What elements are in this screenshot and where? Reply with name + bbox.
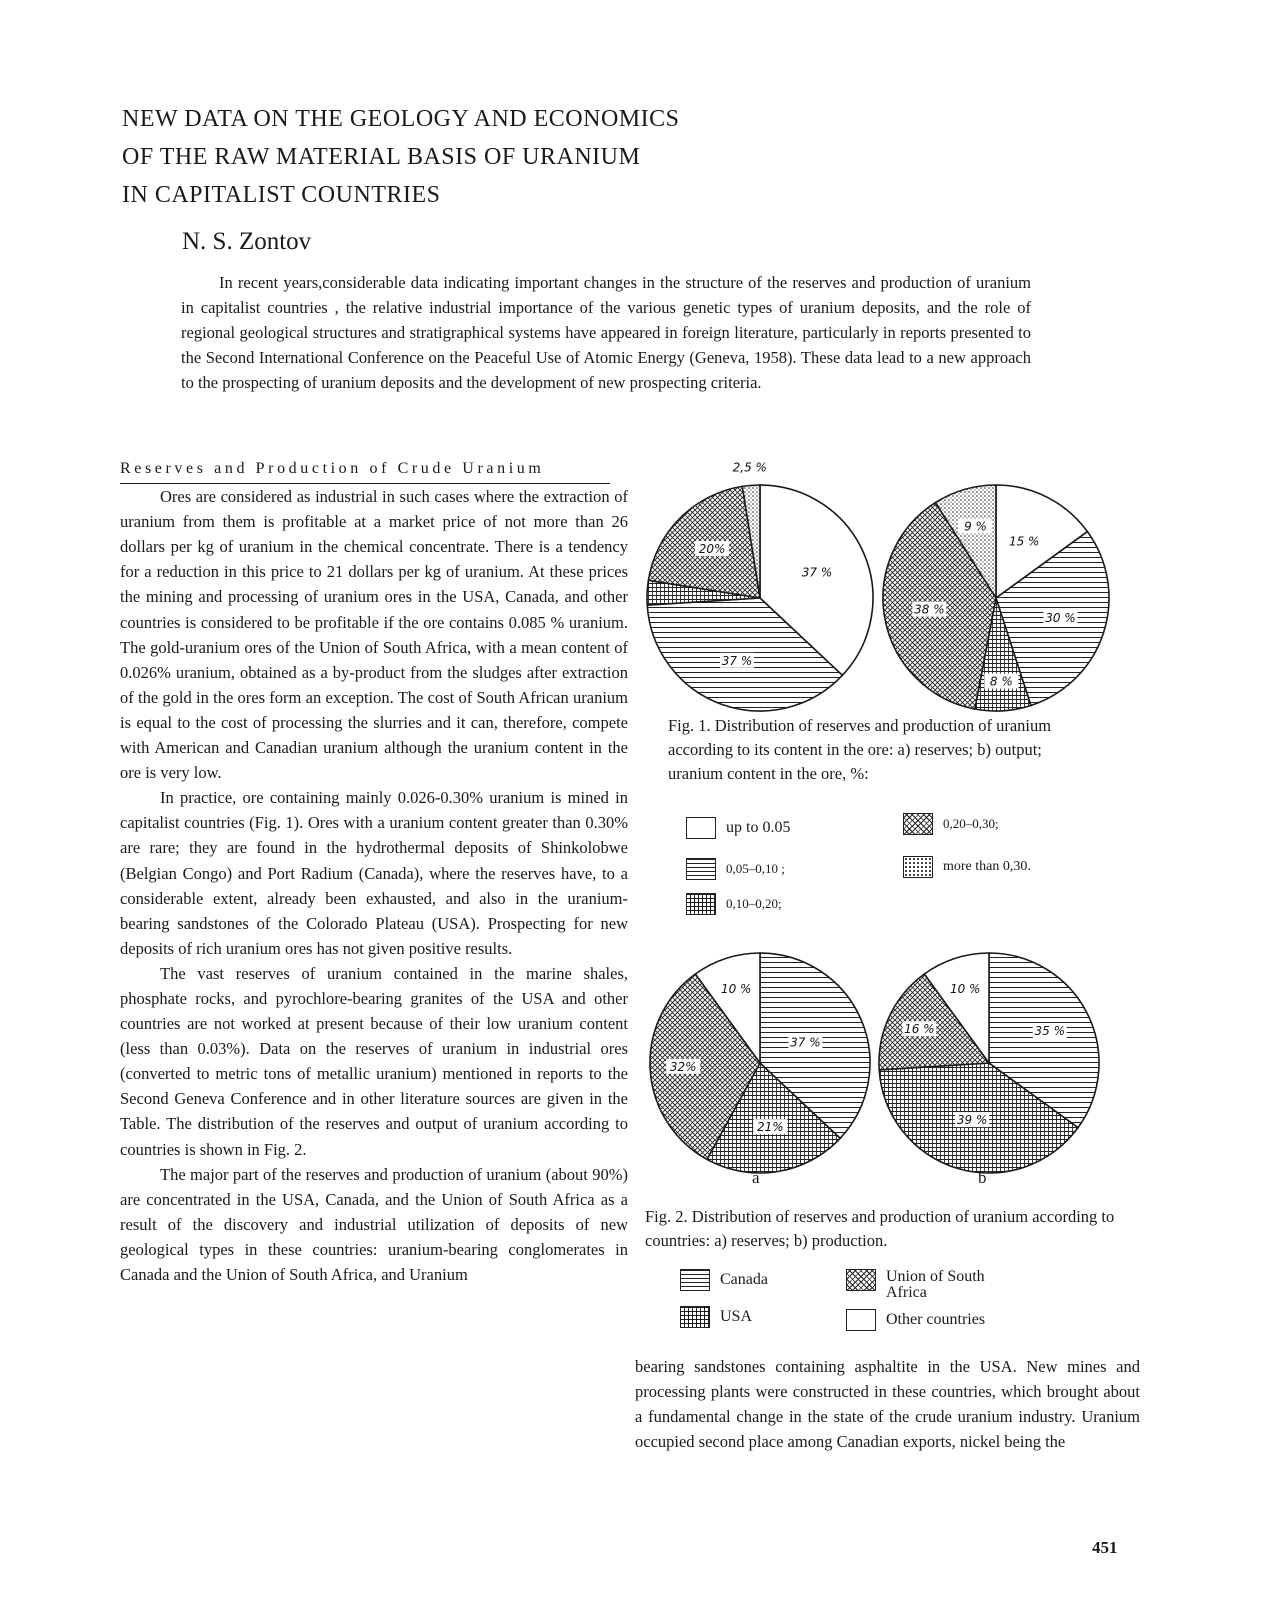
legend-label: 0,10–0,20; (726, 896, 782, 911)
paragraph-3: The vast reserves of uranium contained in the marine shales, phosphate rocks, and pyrochlore-bearing granites of the USA and other countries are not worked at present because of their low uranium content (less than 0.03%). Data on the reserves of uranium in industrial ores (converted to metric tons of metallic uranium) mentioned in reports to the Second Geneva Conference and in other literature sources are given in the Table. The distribution of the reserves and output of uranium according to countries is shown in Fig. 2. (120, 963, 628, 1159)
legend-label: 0,05–0,10 ; (726, 861, 785, 876)
article-title (122, 100, 882, 214)
cross-hatch-swatch (903, 813, 933, 835)
fig2a-pie (650, 953, 870, 1173)
right-column-text (635, 1354, 1140, 1454)
legend-label: Canada (720, 1271, 768, 1288)
paragraph-4: The major part of the reserves and production of uranium (about 90%) are concentrated in the USA, Canada, and the Union of South Africa as a result of the discovery and industrial utilization of deposits of new geological types in these countries: uranium-bearing conglomerates in Canada and the Union of South Africa, and Uranium (120, 1164, 628, 1284)
pie-data-label: 9 % (964, 519, 987, 534)
fig1-legend-up-to-005 (686, 817, 790, 839)
pie-data-label: 30 % (1045, 610, 1076, 625)
pie-data-label: 10 % (949, 981, 981, 996)
fig1-legend-010-020 (686, 893, 782, 915)
pie-data-label: 20% (698, 542, 726, 557)
pie-label-background (640, 583, 642, 598)
abstract (181, 270, 1031, 395)
pie-data-label: 37 % (801, 565, 833, 580)
legend-label: more than 0,30. (943, 859, 1031, 874)
legend-label: USA (720, 1308, 753, 1325)
fig1-charts (640, 455, 1120, 715)
paragraph-2: In practice, ore containing mainly 0.026-0.30% uranium is mined in capitalist countries (Fig. 1). Ores with a uranium content greater than 0.30% are rare; they are found in the hydrothermal deposits of Shinkolobwe (Belgian Congo) and Port Radium (Canada), where the reserves have, to a considerable extent, already been exhausted, and also in the uranium-bearing sandstones of the Colorado Plateau (USA). Prospecting for new deposits of rich uranium ores has not given positive results. (120, 788, 628, 958)
fig2-sublabel-a: a (752, 1168, 760, 1187)
pie-data-label: 35 % (1034, 1024, 1066, 1039)
fig2-charts (640, 935, 1120, 1195)
title-line-3: IN CAPITALIST COUNTRIES (122, 182, 441, 208)
author-name: N. S. Zontov (182, 228, 312, 255)
title-line-1: NEW DATA ON THE GEOLOGY AND ECONOMICS (122, 106, 680, 132)
pie-data-label: 2,5 % (732, 460, 767, 475)
fig1-legend-more-030 (903, 856, 1031, 878)
section-heading: Reserves and Production of Crude Uranium (120, 456, 610, 484)
pie-data-label: 15 % (1008, 534, 1040, 549)
legend-label: Other countries (886, 1311, 986, 1328)
white-swatch (846, 1309, 876, 1331)
fig1b-pie (883, 485, 1109, 711)
fig2b-pie (879, 953, 1099, 1173)
cross-hatch-swatch (846, 1269, 876, 1291)
pie-data-label: 32% (669, 1059, 697, 1074)
fig2-caption: Fig. 2. Distribution of reserves and production of uranium according to countries: a) reserves; b) production. (645, 1207, 1115, 1250)
fig2-legend-usa (680, 1306, 752, 1328)
grid-hatch-swatch (686, 893, 716, 915)
fig2-legend-south-africa (846, 1269, 986, 1301)
dotted-swatch (903, 856, 933, 878)
pie-data-label: 21% (756, 1120, 784, 1135)
fig2-sublabel-b: b (978, 1168, 987, 1187)
left-column (120, 456, 628, 1287)
legend-label: Union of South Africa (886, 1268, 985, 1301)
fig1-legend-005-010 (686, 858, 785, 880)
pie-data-label: 39 % (956, 1113, 988, 1128)
fig2-legend-canada (680, 1269, 768, 1291)
legend-label: 0,20–0,30; (943, 816, 999, 831)
page-number: 451 (1092, 1538, 1118, 1557)
abstract-text: In recent years,considerable data indicating important changes in the structure of the reserves and production of uranium in capitalist countries , the relative industrial importance of the various genetic types of uranium deposits, and the role of regional geological structures and stratigraphical systems have appeared in foreign literature, particularly in reports presented to the Second International Conference on the Peaceful Use of Atomic Energy (Geneva, 1958). These data lead to a new approach to the prospecting of uranium deposits and the development of new prospecting criteria. (181, 273, 1031, 392)
fig1-caption: Fig. 1. Distribution of reserves and production of uranium according to its content in the ore: a) reserves; b) output; uranium content in the ore, %: (668, 716, 1052, 783)
fig1-legend-020-030 (903, 813, 999, 835)
white-swatch (686, 817, 716, 839)
grid-hatch-swatch (680, 1306, 710, 1328)
legend-label: up to 0.05 (726, 819, 791, 836)
horizontal-hatch-swatch (680, 1269, 710, 1291)
paragraph-1: Ores are considered as industrial in such cases where the extraction of uranium from them is profitable at a market price of not more than 26 dollars per kg of uranium in the chemical concentrate. There is a tendency for a reduction in this price to 21 dollars per kg of uranium. At these prices the mining and processing of uranium ores in the USA, Canada, and other countries is considered to be profitable if the ore contains 0.085 % uranium. The gold-uranium ores of the Union of South Africa, with a mean content of 0.026% uranium, obtained as a by-product from the sludges after extraction of the gold in the ores form an exception. The cost of South African uranium is equal to the cost of processing the slurries and it can, therefore, compete with American and Canadian uranium although the uranium content in the ore is very low. (120, 487, 628, 783)
pie-data-label: 16 % (904, 1022, 935, 1037)
horizontal-hatch-swatch (686, 858, 716, 880)
pie-data-label: 37 % (721, 653, 753, 668)
right-paragraph: bearing sandstones containing asphaltite in the USA. New mines and processing plants were constructed in these countries, which brought about a fundamental change in the state of the crude uranium industry. Uranium occupied second place among Canadian exports, nickel being the (635, 1357, 1140, 1452)
pie-data-label: 38 % (914, 602, 945, 617)
pie-data-label: 10 % (720, 981, 752, 996)
title-line-2: OF THE RAW MATERIAL BASIS OF URANIUM (122, 144, 641, 170)
fig2-legend-other (846, 1309, 985, 1331)
pie-data-label: 8 % (989, 674, 1013, 689)
fig1a-pie (640, 459, 873, 711)
pie-data-label: 37 % (790, 1035, 821, 1050)
